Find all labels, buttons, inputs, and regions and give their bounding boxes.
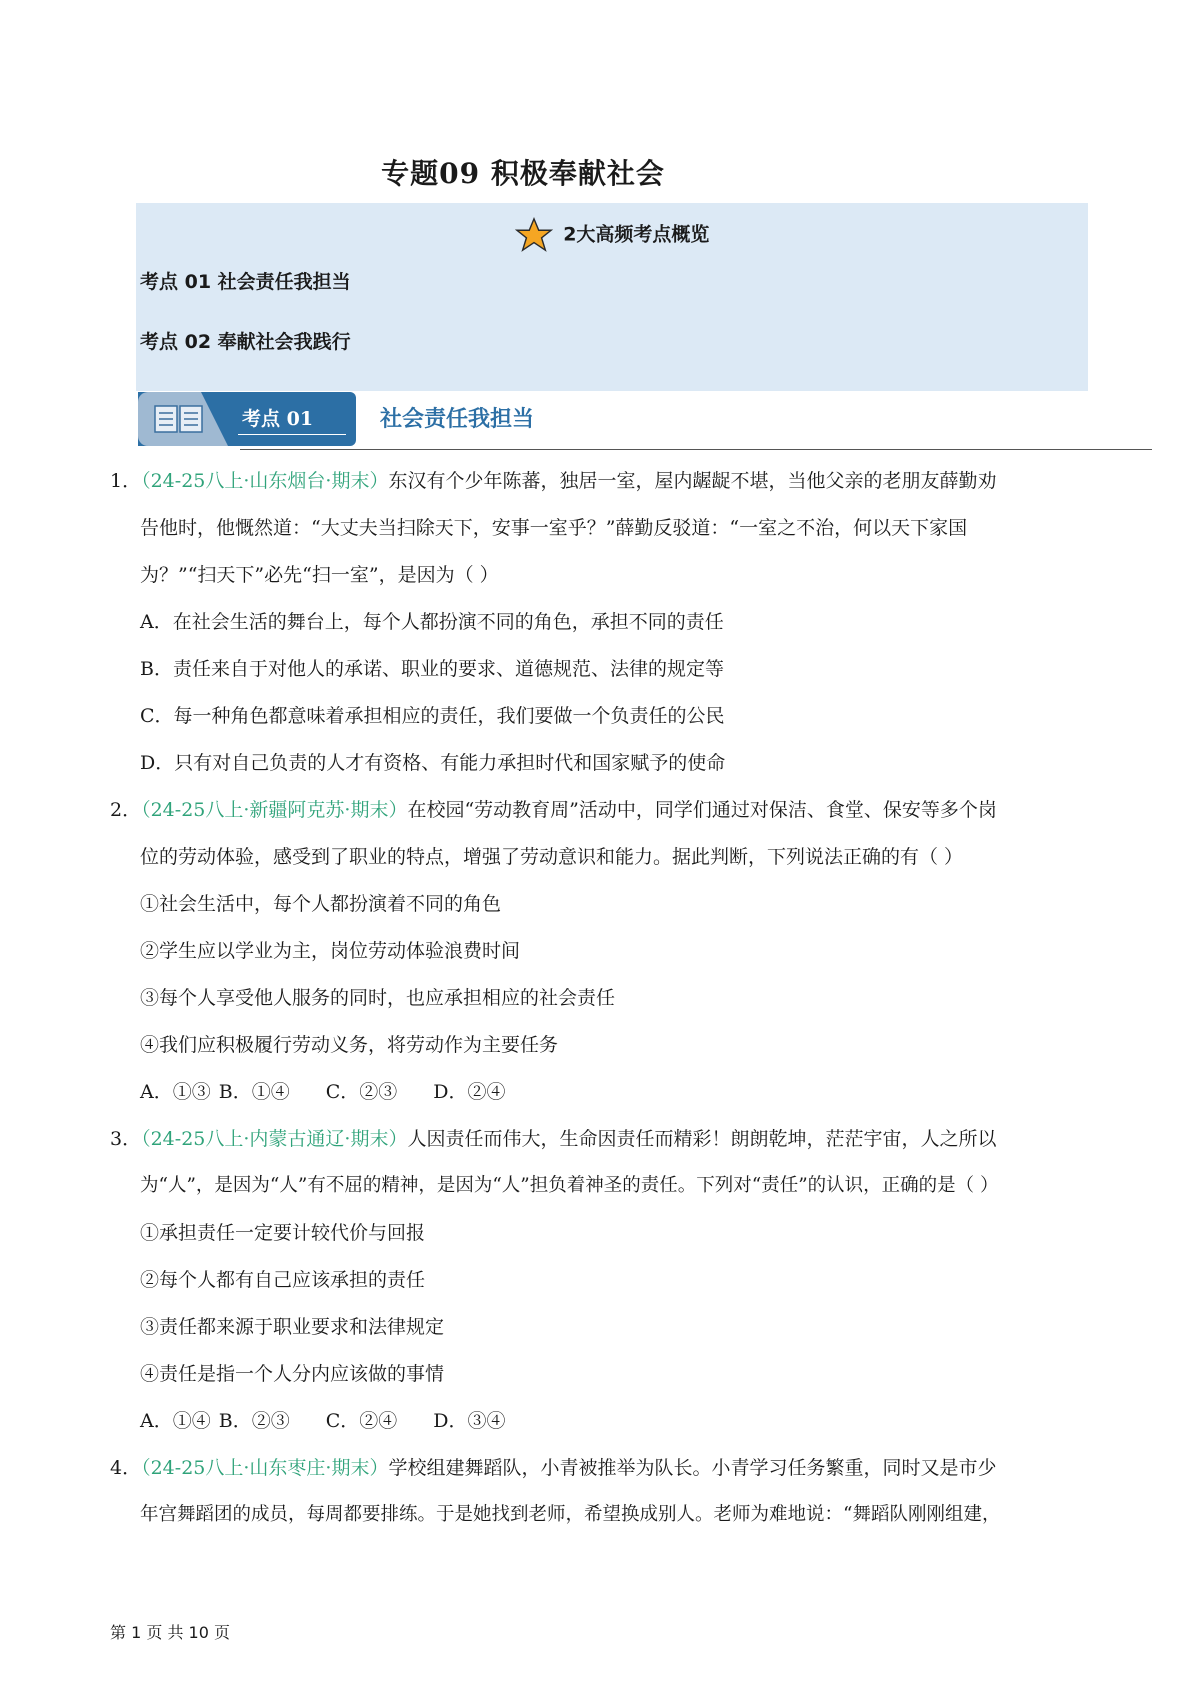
option-a: A．在社会生活的舞台上，每个人都扮演不同的角色，承担不同的责任: [140, 611, 724, 633]
statement-1: ①社会生活中，每个人都扮演着不同的角色: [140, 893, 502, 915]
section-banner: [138, 392, 356, 446]
statement-2: ②每个人都有自己应该承担的责任: [140, 1269, 426, 1291]
option-b: B．①④: [218, 1081, 290, 1103]
option-d: D．③④: [433, 1410, 506, 1432]
section-divider: [240, 449, 1152, 450]
option-d: D．只有对自己负责的人才有资格、有能力承担时代和国家赋予的使命: [140, 752, 726, 774]
overview-item-1: 考点 01 社会责任我担当: [140, 271, 351, 293]
option-c: C．②④: [325, 1410, 398, 1432]
statement-4: ④我们应积极履行劳动义务，将劳动作为主要任务: [140, 1034, 559, 1056]
options-row: [140, 1406, 505, 1433]
option-c: C．每一种角色都意味着承担相应的责任，我们要做一个负责任的公民: [140, 705, 725, 727]
overview-heading: 2大高频考点概览: [136, 217, 1088, 253]
question-source: （24-25八上·新疆阿克苏·期末）: [141, 799, 408, 821]
statement-3: ③责任都来源于职业要求和法律规定: [140, 1316, 445, 1338]
question-source: （24-25八上·山东烟台·期末）: [141, 470, 389, 492]
option-b: B．②③: [218, 1410, 290, 1432]
question-2-line-2: 位的劳动体验，感受到了职业的特点，增强了劳动意识和能力。据此判断，下列说法正确的有（ ）: [140, 846, 964, 868]
question-3-line-1: 3．（24-25八上·内蒙古通辽·期末）人因责任而伟大，生命因责任而精彩！朗朗乾坤，茫茫宇宙，人之所以: [110, 1128, 997, 1150]
star-icon: [515, 217, 553, 253]
question-1-line-2: 告他时，他慨然道：“大丈夫当扫除天下，安事一室乎？”薛勤反驳道：“一室之不治，何以天下家国: [140, 517, 968, 539]
statement-3: ③每个人享受他人服务的同时，也应承担相应的社会责任: [140, 987, 616, 1009]
overview-item-2: 考点 02 奉献社会我践行: [140, 331, 351, 353]
overview-box: [136, 203, 1088, 391]
book-icon: [154, 404, 204, 434]
section-label: 考点 01: [242, 408, 314, 430]
question-source: （24-25八上·山东枣庄·期末）: [141, 1457, 389, 1479]
statement-4: ④责任是指一个人分内应该做的事情: [140, 1363, 445, 1385]
page-footer: 第 1 页 共 10 页: [110, 1623, 230, 1642]
option-c: C．②③: [325, 1081, 398, 1103]
question-3-line-2: 为“人”，是因为“人”有不屈的精神，是因为“人”担负着神圣的责任。下列对“责任”的认识，正确的是（ ）: [140, 1175, 999, 1196]
question-1-line-1: 1．（24-25八上·山东烟台·期末）东汉有个少年陈蕃，独居一室，屋内龌龊不堪，当他父亲的老朋友薛勤劝: [110, 470, 997, 492]
question-2-line-1: 2．（24-25八上·新疆阿克苏·期末）在校园“劳动教育周”活动中，同学们通过对保洁、食堂、保安等多个岗: [110, 799, 997, 821]
option-d: D．②④: [433, 1081, 506, 1103]
question-4-line-1: 4．（24-25八上·山东枣庄·期末）学校组建舞蹈队，小青被推举为队长。小青学习任务繁重，同时又是市少: [110, 1457, 997, 1479]
statement-2: ②学生应以学业为主，岗位劳动体验浪费时间: [140, 940, 521, 962]
statement-1: ①承担责任一定要计较代价与回报: [140, 1222, 426, 1244]
option-b: B．责任来自于对他人的承诺、职业的要求、道德规范、法律的规定等: [140, 658, 724, 680]
question-4-line-2: 年宫舞蹈团的成员，每周都要排练。于是她找到老师，希望换成别人。老师为难地说：“舞蹈队刚刚组建，: [140, 1504, 1001, 1525]
question-source: （24-25八上·内蒙古通辽·期末）: [141, 1128, 408, 1150]
page-title: 专题09 积极奉献社会: [381, 157, 665, 190]
option-a: A．①③: [140, 1081, 211, 1103]
option-a: A．①④: [140, 1410, 211, 1432]
section-title: 社会责任我担当: [380, 407, 535, 432]
question-1-line-3: 为？”“扫天下”必先“扫一室”，是因为（ ）: [140, 564, 499, 586]
options-row: [140, 1077, 505, 1104]
